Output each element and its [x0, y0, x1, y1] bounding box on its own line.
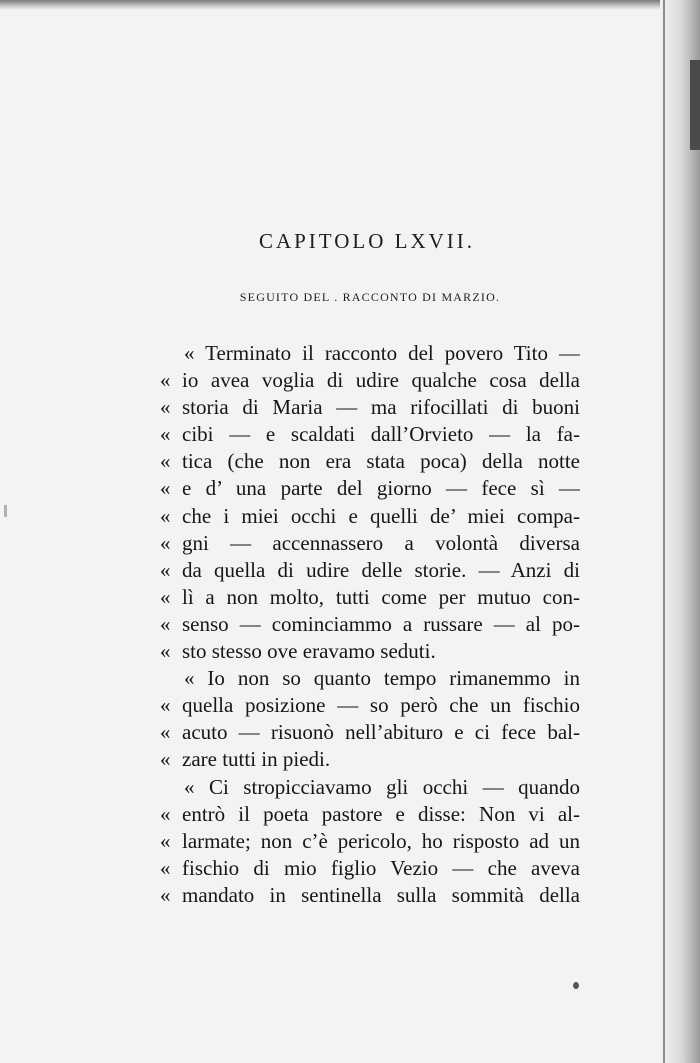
chapter-title: CAPITOLO LXVII.	[258, 229, 476, 253]
text-line	[160, 801, 580, 828]
line-text: quella posizione — so però che un fischio	[182, 693, 580, 718]
text-line	[160, 367, 580, 394]
text-line	[160, 421, 580, 448]
text-line	[160, 584, 580, 611]
text-line	[160, 394, 580, 421]
line-text: gni — accennassero a volontà diversa	[182, 530, 580, 555]
line-text: io avea voglia di udire qualche cosa della	[182, 368, 580, 393]
line-text: cibi — e scaldati dall’Orvieto — la fa-	[182, 422, 580, 447]
line-guillemet: «	[160, 720, 171, 745]
line-guillemet: «	[160, 855, 171, 880]
text-line	[160, 530, 580, 557]
page-fold-line	[663, 0, 665, 1063]
line-text: senso — cominciammo a russare — al po-	[182, 611, 580, 636]
line-text: lì a non molto, tutti come per mutuo con-	[182, 584, 580, 609]
line-text: da quella di udire delle storie. — Anzi di	[182, 557, 580, 582]
line-guillemet: «	[160, 449, 171, 474]
text-line	[160, 503, 580, 530]
page-top-edge	[0, 0, 700, 10]
line-text: mandato in sentinella sulla sommità della	[182, 882, 580, 907]
text-line	[160, 557, 580, 584]
body-text	[160, 340, 580, 909]
line-text: fischio di mio figlio Vezio — che aveva	[182, 855, 580, 880]
line-text: entrò il poeta pastore e disse: Non vi al-	[182, 801, 580, 826]
line-guillemet: «	[160, 476, 171, 501]
line-text: sto stesso ove eravamo seduti.	[182, 639, 436, 664]
line-guillemet: «	[160, 584, 171, 609]
text-line	[160, 855, 580, 882]
line-guillemet: «	[160, 557, 171, 582]
text-line	[160, 340, 580, 367]
text-line	[160, 475, 580, 502]
line-text: « Terminato il racconto del povero Tito —	[184, 341, 580, 365]
page-left-mark	[4, 505, 7, 517]
line-text: che i miei occhi e quelli de’ miei compa-	[182, 503, 580, 528]
line-guillemet: «	[160, 639, 171, 664]
text-line	[160, 774, 580, 801]
line-guillemet: «	[160, 395, 171, 420]
page-gutter-shadow	[660, 0, 700, 1063]
line-guillemet: «	[160, 503, 171, 528]
line-guillemet: «	[160, 882, 171, 907]
text-line	[160, 746, 580, 773]
line-text: zare tutti in piedi.	[182, 747, 331, 772]
line-guillemet: «	[160, 530, 171, 555]
text-line	[160, 719, 580, 746]
line-guillemet: «	[160, 368, 171, 393]
text-line	[160, 882, 580, 909]
line-text: larmate; non c’è pericolo, ho risposto ad un	[182, 828, 580, 853]
line-guillemet: «	[160, 693, 171, 718]
ink-speck	[573, 982, 579, 989]
text-line	[160, 448, 580, 475]
text-line	[160, 638, 580, 665]
chapter-subtitle: SEGUITO DEL . RACCONTO DI MARZIO.	[239, 290, 501, 304]
line-text: « Io non so quanto tempo rimanemmo in	[184, 666, 580, 691]
line-guillemet: «	[160, 747, 171, 772]
line-guillemet: «	[160, 611, 171, 636]
line-guillemet: «	[160, 422, 171, 447]
text-line	[160, 611, 580, 638]
line-guillemet: «	[160, 828, 171, 853]
line-text: acuto — risuonò nell’abituro e ci fece bal-	[182, 720, 580, 745]
line-text: e d’ una parte del giorno — fece sì —	[182, 476, 580, 501]
line-text: « Ci stropicciavamo gli occhi — quando	[184, 774, 580, 799]
page-edge-mark	[690, 60, 700, 150]
line-text: tica (che non era stata poca) della notte	[182, 449, 580, 474]
text-line	[160, 665, 580, 692]
text-line	[160, 692, 580, 719]
text-line	[160, 828, 580, 855]
line-guillemet: «	[160, 801, 171, 826]
line-text: storia di Maria — ma rifocillati di buoni	[182, 395, 580, 420]
